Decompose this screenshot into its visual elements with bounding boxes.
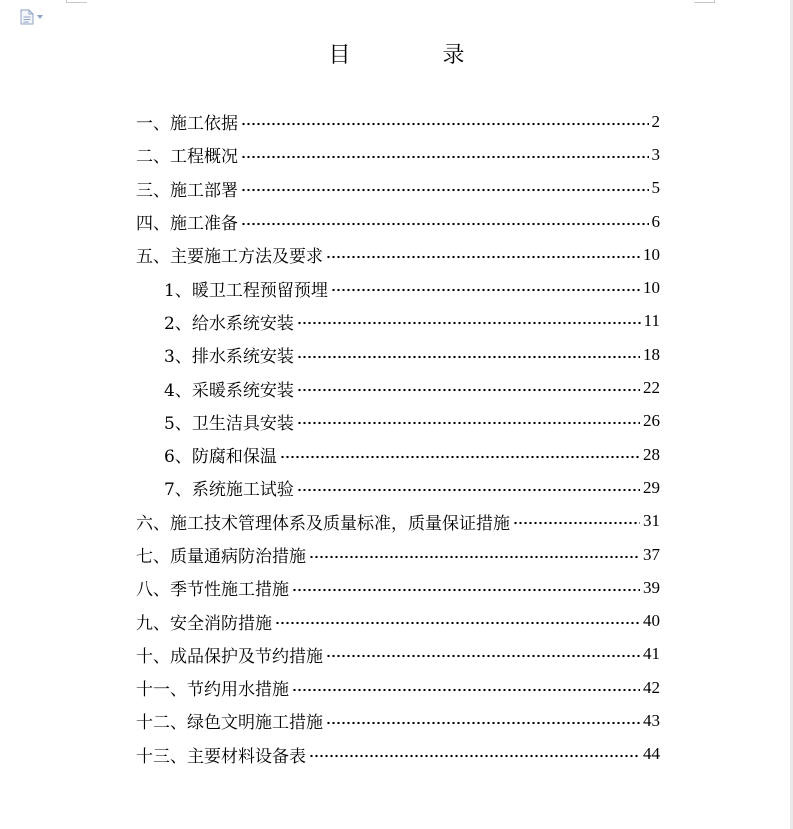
toc-entry[interactable] <box>136 371 660 404</box>
toc-entry[interactable] <box>136 505 660 538</box>
margin-corner-mark-right <box>694 0 715 3</box>
toc-dot-leader <box>241 222 649 226</box>
toc-dot-leader <box>280 455 640 459</box>
toc-dot-leader <box>326 255 640 259</box>
toc-dot-leader <box>331 288 640 292</box>
document-menu[interactable] <box>20 9 43 25</box>
toc-entry[interactable] <box>136 738 660 771</box>
toc-entry[interactable] <box>136 638 660 671</box>
toc-entry-page: 28 <box>643 444 660 464</box>
toc-dot-leader <box>241 188 649 192</box>
toc-entry[interactable] <box>136 538 660 571</box>
toc-dot-leader <box>297 421 640 425</box>
toc-entry-label: 五、主要施工方法及要求 <box>136 247 323 268</box>
toc-entry-label: 1、暖卫工程预留预埋 <box>164 280 328 301</box>
toc-entry-page: 31 <box>643 511 660 531</box>
page-title <box>0 38 793 69</box>
toc-dot-leader <box>513 521 640 525</box>
toc-entry-page: 3 <box>651 144 660 164</box>
toc-dot-leader <box>275 621 640 625</box>
toc-entry[interactable] <box>136 438 660 471</box>
toc-entry-page: 39 <box>643 577 660 597</box>
toc-entry-page: 6 <box>651 211 660 231</box>
toc-entry[interactable] <box>136 338 660 371</box>
toc-entry-page: 37 <box>643 544 660 564</box>
toc-dot-leader <box>297 388 640 392</box>
toc-entry-label: 六、施工技术管理体系及质量标准，质量保证措施 <box>136 513 510 534</box>
toc-entry-page: 2 <box>651 111 660 131</box>
toc-dot-leader <box>309 754 640 758</box>
toc-dot-leader <box>241 122 649 126</box>
toc-entry-label: 3、排水系统安装 <box>164 347 294 368</box>
toc-entry[interactable] <box>136 604 660 637</box>
toc-dot-leader <box>292 688 640 692</box>
toc-dot-leader <box>326 654 640 658</box>
toc-entry-label: 6、防腐和保温 <box>164 447 277 468</box>
toc-entry-page: 44 <box>643 744 660 764</box>
toc-entry-label: 十一、节约用水措施 <box>136 680 289 701</box>
toc-entry[interactable] <box>136 471 660 504</box>
toc-entry-page: 42 <box>643 677 660 697</box>
toc-entry[interactable] <box>136 305 660 338</box>
toc-entry-page: 5 <box>651 178 660 198</box>
toc-entry-label: 4、采暖系统安装 <box>164 380 294 401</box>
toc-entry[interactable] <box>136 671 660 704</box>
toc-entry-page: 18 <box>643 344 660 364</box>
dropdown-arrow-icon <box>37 15 43 19</box>
toc-entry-page: 29 <box>643 477 660 497</box>
toc-entry[interactable] <box>136 704 660 737</box>
toc-entry-label: 十二、绿色文明施工措施 <box>136 713 323 734</box>
toc-entry-label: 5、卫生洁具安装 <box>164 413 294 434</box>
toc-entry-page: 40 <box>643 611 660 631</box>
toc-entry-label: 十三、主要材料设备表 <box>136 746 306 767</box>
toc-entry-label: 二、工程概况 <box>136 147 238 168</box>
toc-entry-page: 10 <box>643 244 660 264</box>
toc-entry-label: 一、施工依据 <box>136 114 238 135</box>
toc-entry-label: 八、季节性施工措施 <box>136 580 289 601</box>
toc-entry[interactable] <box>136 172 660 205</box>
toc-entry-label: 7、系统施工试验 <box>164 480 294 501</box>
toc-entry-page: 26 <box>643 411 660 431</box>
toc-entry[interactable] <box>136 105 660 138</box>
toc-dot-leader <box>297 488 640 492</box>
toc-dot-leader <box>241 155 649 159</box>
toc-entry-page: 22 <box>643 378 660 398</box>
margin-corner-mark-left <box>66 0 87 3</box>
page-title-right: 录 <box>442 43 465 68</box>
toc-entry[interactable] <box>136 238 660 271</box>
toc-dot-leader <box>309 555 640 559</box>
toc-entry-label: 七、质量通病防治措施 <box>136 547 306 567</box>
toc-entry-label: 九、安全消防措施 <box>136 613 272 634</box>
toc-dot-leader <box>297 355 640 359</box>
toc-entry-label: 十、成品保护及节约措施 <box>136 646 323 667</box>
document-icon <box>20 9 34 25</box>
toc-entry-label: 三、施工部署 <box>136 180 238 201</box>
toc-entry[interactable] <box>136 205 660 238</box>
toc-entry-page: 10 <box>643 278 660 298</box>
toc-dot-leader <box>326 721 640 725</box>
toc-entry-page: 11 <box>643 311 660 331</box>
page-title-left: 目 <box>328 43 351 68</box>
toc-entry-label: 2、给水系统安装 <box>164 313 294 334</box>
table-of-contents <box>136 105 660 771</box>
toc-entry[interactable] <box>136 405 660 438</box>
toc-entry[interactable] <box>136 571 660 604</box>
toc-dot-leader <box>297 321 641 325</box>
toc-entry-label: 四、施工准备 <box>136 214 238 235</box>
toc-entry[interactable] <box>136 271 660 304</box>
toc-entry-page: 43 <box>643 710 660 730</box>
toc-entry-page: 41 <box>643 644 660 664</box>
toc-entry[interactable] <box>136 138 660 171</box>
toc-dot-leader <box>292 588 640 592</box>
